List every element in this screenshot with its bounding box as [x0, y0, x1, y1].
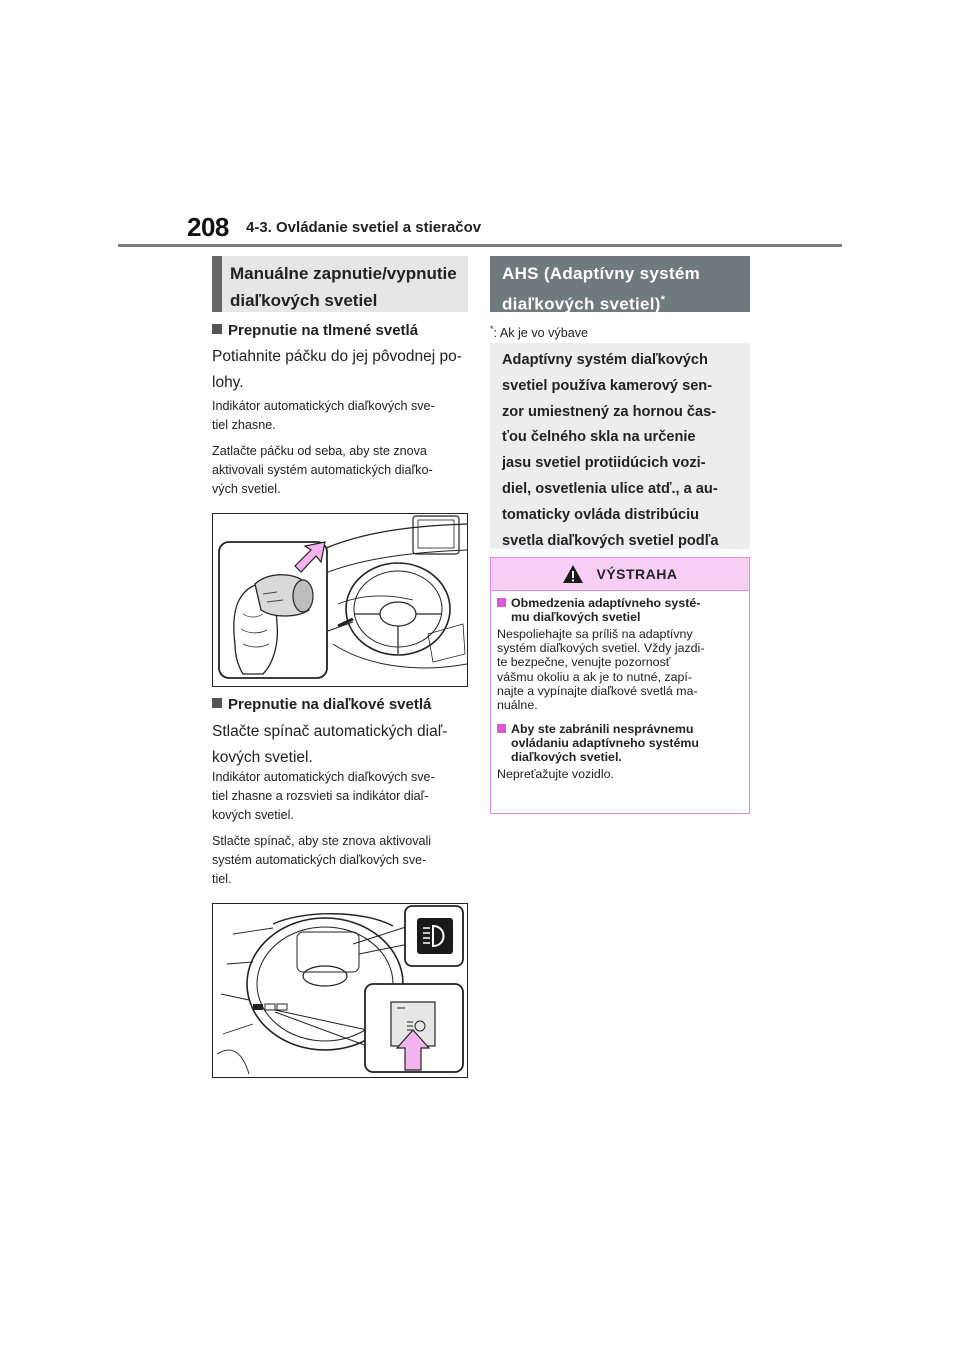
- low-beam-note-2: Zatlačte páčku od seba, aby ste znova aktivovali systém automatických diaľko- vých svetiel.: [212, 444, 433, 496]
- section-heading-manual: [212, 256, 468, 312]
- warning-header: [491, 558, 749, 591]
- lever-illustration: [212, 513, 468, 687]
- footnote-marker: *: [490, 324, 494, 334]
- square-bullet-icon: [212, 698, 222, 708]
- warning-item-heading: Aby ste zabránili nesprávnemu ovládaniu adaptívneho systému diaľkových svetiel.: [497, 722, 743, 764]
- dashboard-switch-drawing: [213, 904, 467, 1077]
- low-beam-instruction: Potiahnite páčku do jej pôvodnej po- lohy.: [212, 348, 462, 391]
- section-heading-line: diaľkových svetiel)*: [502, 294, 666, 314]
- availability-footnote: *: Ak je vo výbave: [490, 324, 589, 341]
- warning-item-heading: Obmedzenia adaptívneho systé- mu diaľkových svetiel: [497, 596, 743, 624]
- high-beam-note-1: Indikátor automatických diaľkových sve- tiel zhasne a rozsvieti sa indikátor diaľ- kových svetiel.: [212, 770, 435, 822]
- high-beam-indicator-icon: [417, 918, 453, 954]
- warning-box: [490, 557, 750, 814]
- low-beam-note-1: Indikátor automatických diaľkových sve- tiel zhasne.: [212, 399, 435, 432]
- warning-item-text: Nespoliehajte sa príliš na adaptívny systém diaľkových svetiel. Vždy jazdi- te bezpečne, venujte pozornosť vášmu okoliu a ak je to nutné, zapí- najte a vypínajte diaľkové svetlá ma- nuálne.: [497, 627, 705, 713]
- footnote-marker: *: [660, 294, 666, 306]
- running-header: 4-3. Ovládanie svetiel a stieračov: [246, 219, 482, 236]
- dashboard-lever-drawing: [213, 514, 467, 686]
- warning-title: VÝSTRAHA: [596, 566, 678, 582]
- high-beam-note-2: Stlačte spínač, aby ste znova aktivovali systém automatických diaľkových sve- tiel.: [212, 834, 432, 886]
- section-heading-line: AHS (Adaptívny systém: [502, 264, 701, 283]
- subheading-high-beam: Prepnutie na diaľkové svetlá: [212, 696, 468, 713]
- page-number: 208: [187, 212, 229, 242]
- square-bullet-icon: [212, 324, 222, 334]
- ahs-intro-box: Adaptívny systém diaľkových svetiel používa kamerový sen- zor umiestnený za hornou čas- ťou čelného skla na určenie jasu svetiel protiidúcich vozi- diel, osvetlenia ulice atď., a au- tomaticky ovláda distribúciu svetla diaľkových svetiel podľa: [490, 343, 750, 549]
- section-heading-ahs: [490, 256, 750, 312]
- warning-item-text: Nepreťažujte vozidlo.: [497, 767, 614, 782]
- section-heading-line: Manuálne zapnutie/vypnutie: [230, 264, 457, 283]
- header-rule: [118, 244, 842, 247]
- subheading-low-beam: Prepnutie na tlmené svetlá: [212, 322, 468, 339]
- square-bullet-icon: [497, 724, 506, 733]
- high-beam-instruction: Stlačte spínač automatických diaľ- kových svetiel.: [212, 723, 448, 766]
- section-heading-line: diaľkových svetiel: [230, 291, 378, 310]
- switch-illustration: [212, 903, 468, 1078]
- square-bullet-icon: [497, 598, 506, 607]
- warning-triangle-icon: [562, 564, 584, 584]
